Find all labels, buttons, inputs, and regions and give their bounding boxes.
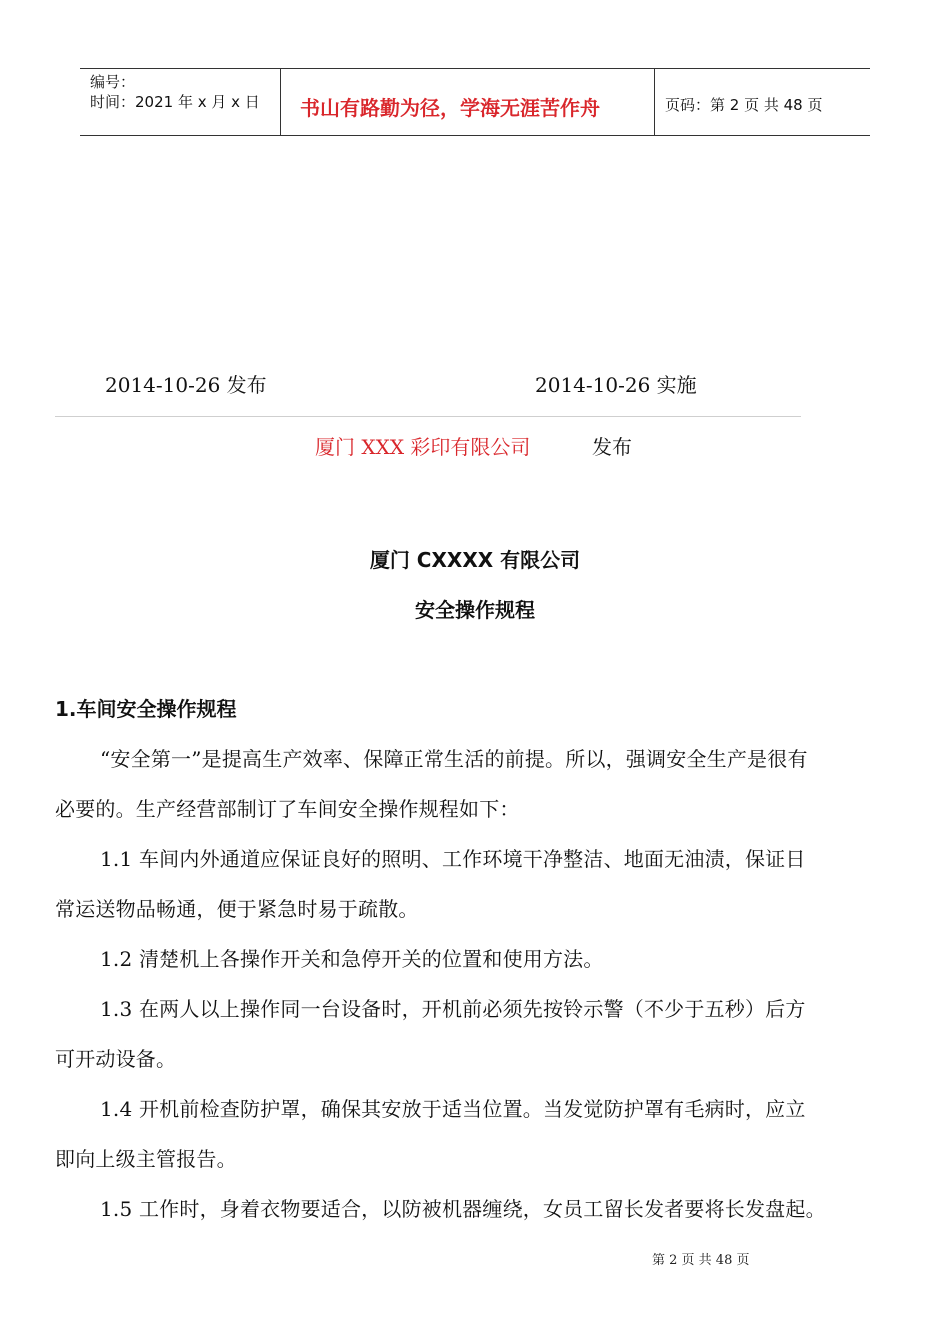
paragraph-line: 1.5 工作时，身着衣物要适合，以防被机器缠绕，女员工留长发者要将长发盘起。 xyxy=(100,1197,826,1221)
publish-word: 发布 xyxy=(592,435,632,459)
header-divider-left xyxy=(280,68,281,136)
company-title: 厦门 CXXXX 有限公司 xyxy=(369,548,581,572)
release-divider xyxy=(55,416,801,417)
document-title: 安全操作规程 xyxy=(415,598,535,622)
section-heading: 1.车间安全操作规程 xyxy=(55,697,237,721)
header-top-border xyxy=(80,68,870,69)
footer-page-number: 第 2 页 共 48 页 xyxy=(652,1253,750,1268)
publisher-name: 厦门 XXX 彩印有限公司 xyxy=(315,435,531,459)
paragraph-line: “安全第一”是提高生产效率、保障正常生活的前提。所以，强调安全生产是很有 xyxy=(100,747,808,771)
paragraph-line: 1.1 车间内外通道应保证良好的照明、工作环境干净整洁、地面无油渍，保证日 xyxy=(100,847,806,871)
header-number-label: 编号： xyxy=(90,73,136,91)
header-bottom-border xyxy=(80,135,870,136)
publish-date: 2014-10-26 发布 xyxy=(105,373,267,397)
paragraph-line: 即向上级主管报告。 xyxy=(55,1147,237,1171)
header-date-label: 时间：2021 年 x 月 x 日 xyxy=(90,93,260,111)
paragraph-line: 1.2 清楚机上各操作开关和急停开关的位置和使用方法。 xyxy=(100,947,604,971)
paragraph-line: 常运送物品畅通，便于紧急时易于疏散。 xyxy=(55,897,419,921)
header-page-label: 页码：第 2 页 共 48 页 xyxy=(665,96,823,114)
implement-date: 2014-10-26 实施 xyxy=(535,373,697,397)
paragraph-line: 1.3 在两人以上操作同一台设备时，开机前必须先按铃示警（不少于五秒）后方 xyxy=(100,997,806,1021)
paragraph-line: 必要的。生产经营部制订了车间安全操作规程如下： xyxy=(55,797,520,821)
paragraph-line: 可开动设备。 xyxy=(55,1047,177,1071)
header-motto: 书山有路勤为径，学海无涯苦作舟 xyxy=(300,96,600,120)
header-divider-right xyxy=(654,68,655,136)
paragraph-line: 1.4 开机前检查防护罩，确保其安放于适当位置。当发觉防护罩有毛病时，应立 xyxy=(100,1097,806,1121)
